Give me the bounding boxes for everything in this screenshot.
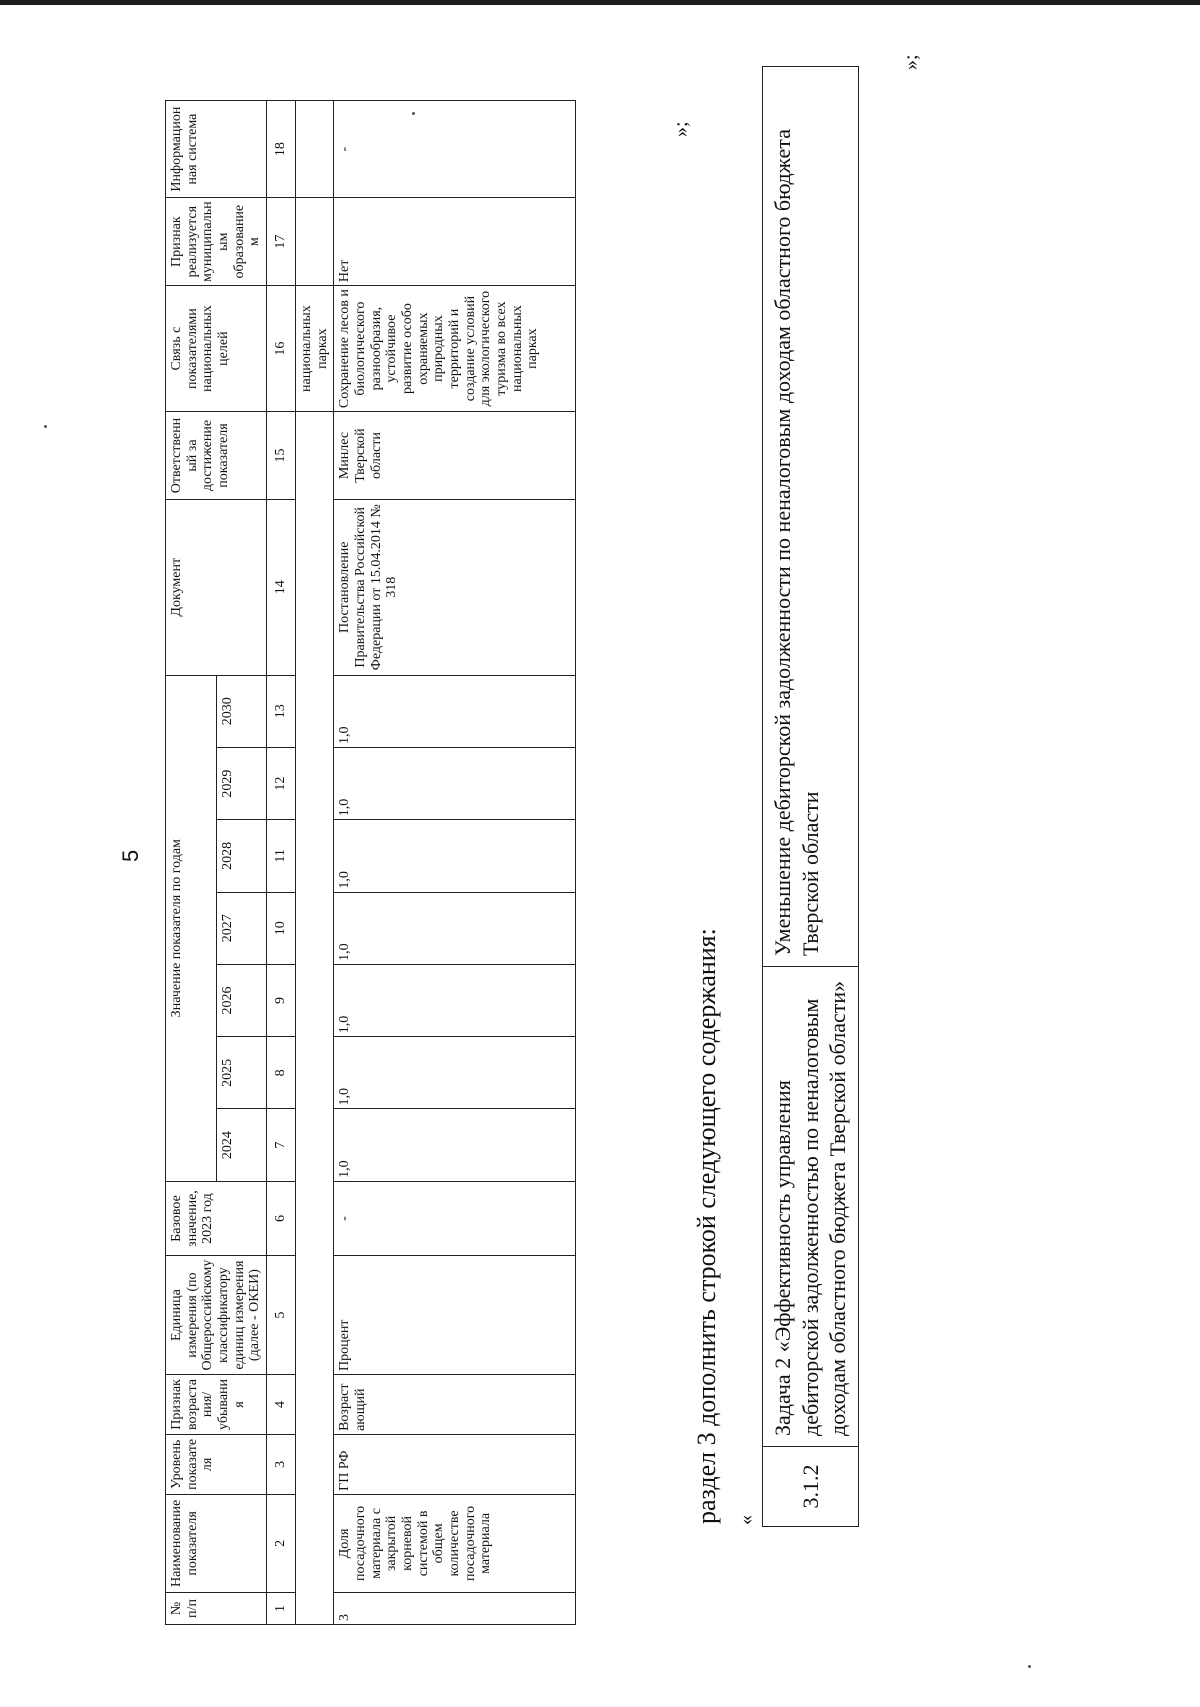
table-end-quote: »; <box>670 121 692 137</box>
row-value: 1,0 <box>334 892 576 964</box>
row-unit: Процент <box>334 1256 576 1375</box>
column-number: 18 <box>267 101 296 198</box>
column-number: 9 <box>267 964 296 1036</box>
column-number: 4 <box>267 1375 296 1435</box>
header-year: 2029 <box>216 747 267 819</box>
row-value: 1,0 <box>334 820 576 892</box>
column-number: 14 <box>267 499 296 675</box>
header-info-system: Информационная система <box>166 101 267 198</box>
row-document: Постановление Правительства Российской Федерации от 15.04.2014 № 318 <box>334 499 576 675</box>
column-number: 10 <box>267 892 296 964</box>
header-document: Документ <box>166 499 267 675</box>
task-description: Уменьшение дебиторской задолженности по неналоговым доходам областного бюджета Тверской области <box>763 67 859 967</box>
header-year: 2026 <box>216 964 267 1036</box>
task-number: 3.1.2 <box>763 1447 859 1527</box>
carryover-blank <box>296 198 334 286</box>
row-value: 1,0 <box>334 1037 576 1109</box>
indicators-table <box>165 100 576 1625</box>
row-municipal: Нет <box>334 198 576 286</box>
task-table <box>762 66 859 1527</box>
row-value: 1,0 <box>334 964 576 1036</box>
column-number: 16 <box>267 286 296 412</box>
row-num: 3 <box>334 1592 576 1624</box>
header-year: 2027 <box>216 892 267 964</box>
column-number: 15 <box>267 412 296 500</box>
column-number: 5 <box>267 1256 296 1375</box>
row-value: 1,0 <box>334 747 576 819</box>
header-level: Уровень показателя <box>166 1434 267 1494</box>
header-num: № п/п <box>166 1592 267 1624</box>
row-level: ГП РФ <box>334 1434 576 1494</box>
header-responsible: Ответственный за достижение показателя <box>166 412 267 500</box>
column-number: 13 <box>267 675 296 747</box>
header-base: Базовое значение, 2023 год <box>166 1181 267 1255</box>
column-number: 7 <box>267 1109 296 1181</box>
column-number: 6 <box>267 1181 296 1255</box>
row-responsible: Минлес Тверской области <box>334 412 576 500</box>
header-national-goals-link: Связь с показателями национальных целей <box>166 286 267 412</box>
header-municipal: Признак реализуется муниципальным образованием <box>166 198 267 286</box>
row-info-system: - <box>334 101 576 198</box>
column-number: 3 <box>267 1434 296 1494</box>
column-number: 17 <box>267 198 296 286</box>
open-quote: « <box>735 1515 757 1525</box>
header-unit: Единица измерения (по Общероссийскому классификатору единиц измерения (далее - ОКЕИ) <box>166 1256 267 1375</box>
task-end-quote: »; <box>900 54 922 70</box>
header-growth: Признак возрастания/ убывания <box>166 1375 267 1435</box>
header-values-by-year: Значение показателя по годам <box>166 675 217 1181</box>
page-number: 5 <box>118 849 143 862</box>
task-title: Задача 2 «Эффективность управления дебиторской задолженностью по неналоговым доходам областного бюджета Тверской области» <box>763 967 859 1447</box>
row-name: Доля посадочного материала с закрытой корневой системой в общем количестве посадочного материала <box>334 1494 576 1592</box>
header-year: 2028 <box>216 820 267 892</box>
row-growth: Возрастающий <box>334 1375 576 1435</box>
amendment-instruction: раздел 3 дополнить строкой следующего содержания: <box>692 928 721 1524</box>
header-year: 2024 <box>216 1109 267 1181</box>
column-number: 12 <box>267 747 296 819</box>
row-value: 1,0 <box>334 675 576 747</box>
column-number: 1 <box>267 1592 296 1624</box>
row-value: 1,0 <box>334 1109 576 1181</box>
header-year: 2030 <box>216 675 267 747</box>
row-national-goals-link: Сохранение лесов и биологического разнообразия, устойчивое развитие особо охраняемых природных территорий и создание условий для экологического туризма во всех национальных парках <box>334 286 576 412</box>
row-base: - <box>334 1181 576 1255</box>
column-number: 11 <box>267 820 296 892</box>
column-number: 8 <box>267 1037 296 1109</box>
carryover-blank <box>296 412 334 1625</box>
carryover-blank <box>296 101 334 198</box>
column-number: 2 <box>267 1494 296 1592</box>
header-name: Наименование показателя <box>166 1494 267 1592</box>
header-year: 2025 <box>216 1037 267 1109</box>
carryover-text: национальных парках <box>296 286 334 412</box>
